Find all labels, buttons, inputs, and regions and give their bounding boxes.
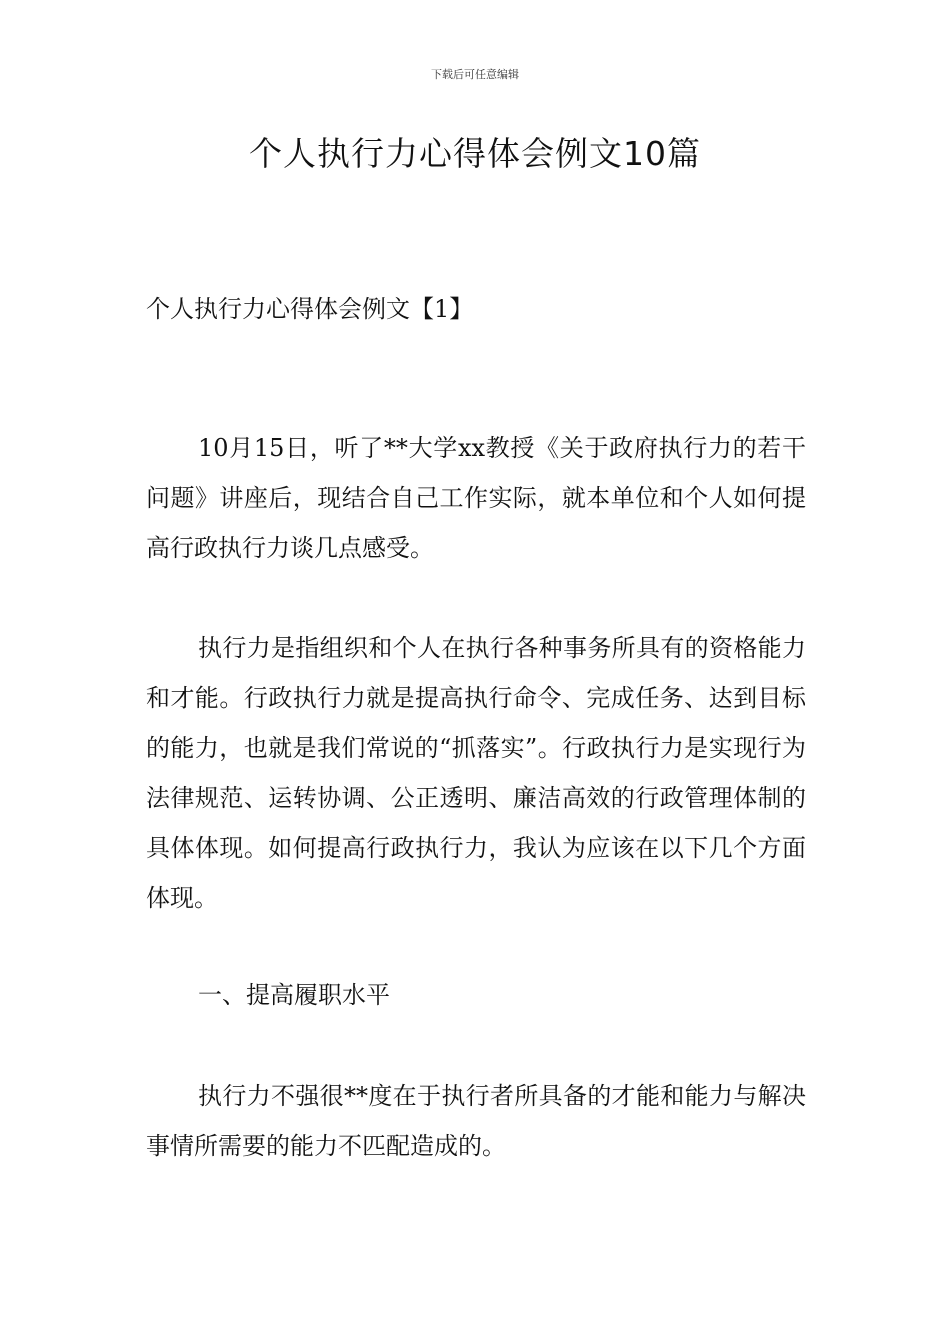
- paragraph-2: 执行力是指组织和个人在执行各种事务所具有的资格能力和才能。行政执行力就是提高执行命令、完成任务、达到目标的能力，也就是我们常说的“抓落实”。行政执行力是实现行为法律规范、运转协调、公正透明、廉洁高效的行政管理体制的具体体现。如何提高行政执行力，我认为应该在以下几个方面体现。: [146, 634, 806, 912]
- sub-heading-1: 一、提高履职水平: [198, 981, 390, 1009]
- header-note: 下载后可任意编辑: [431, 68, 519, 81]
- section-heading: 个人执行力心得体会例文【1】: [146, 295, 474, 323]
- document-title: 个人执行力心得体会例文10篇: [249, 134, 701, 173]
- paragraph-1: 10月15日，听了**大学xx教授《关于政府执行力的若干问题》讲座后，现结合自己工作实际，就本单位和个人如何提高行政执行力谈几点感受。: [146, 434, 806, 562]
- paragraph-3: 执行力不强很**度在于执行者所具备的才能和能力与解决事情所需要的能力不匹配造成的。: [146, 1082, 806, 1160]
